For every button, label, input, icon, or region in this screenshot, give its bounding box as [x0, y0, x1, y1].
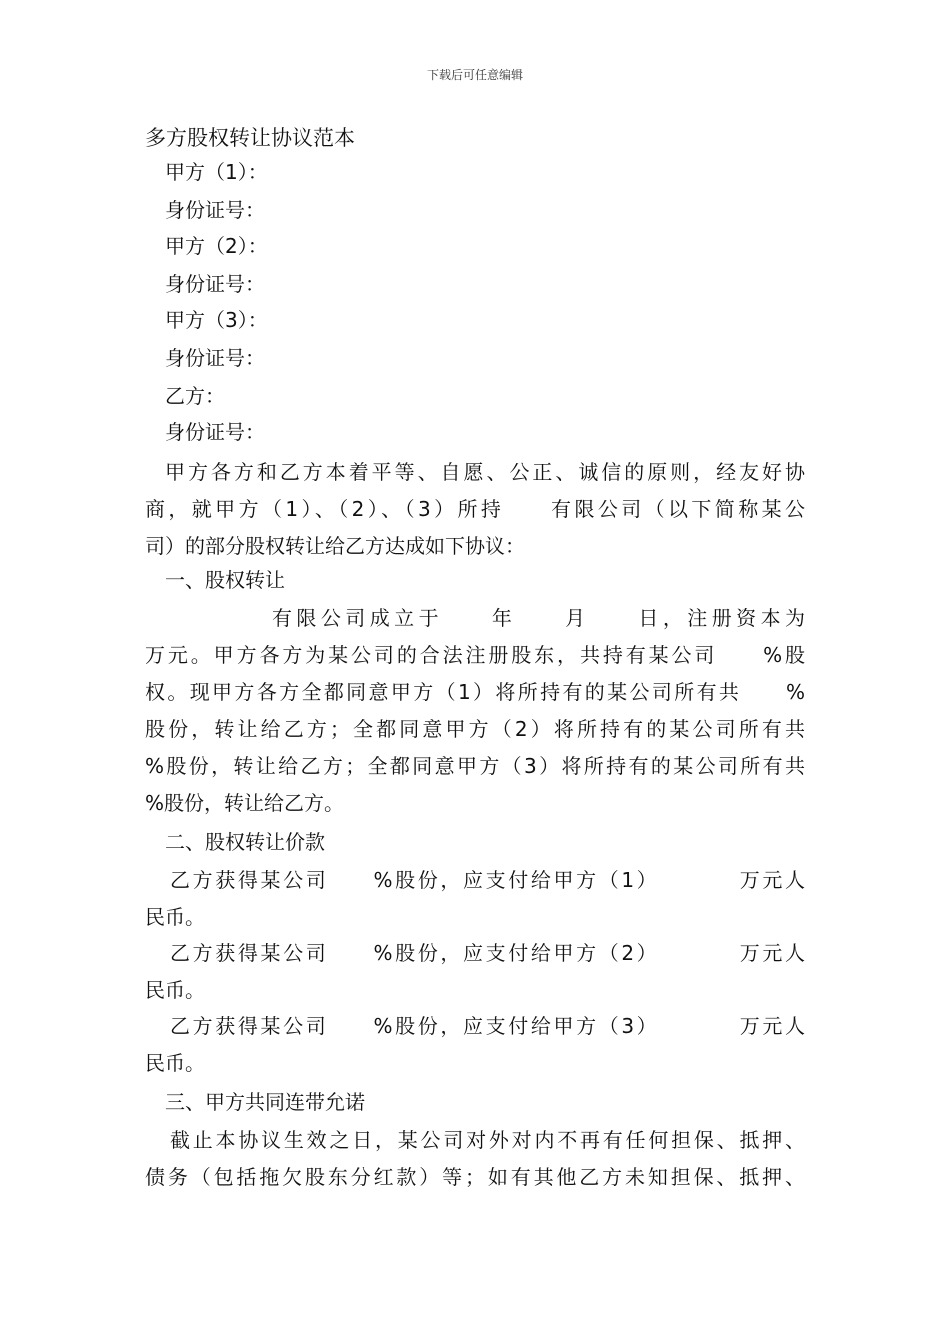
party-b-label: 乙方： [165, 384, 225, 408]
section1-line: %股份，转让给乙方；全都同意甲方（3）将所持有的某公司所有共 [145, 754, 805, 778]
payment-line: 乙方获得某公司 %股份，应支付给甲方（2） 万元人 [170, 941, 805, 965]
party-a3-label: 甲方（3）： [165, 308, 268, 332]
section1-line: 权。现甲方各方全都同意甲方（1）将所持有的某公司所有共 % [145, 680, 805, 704]
party-a3-id-label: 身份证号： [165, 346, 265, 370]
section1-line: 有限公司成立于 年 月 日，注册资本为 [272, 606, 805, 630]
section3-paragraph [145, 1122, 805, 1196]
section3-line: 截止本协议生效之日，某公司对外对内不再有任何担保、抵押、 [170, 1128, 805, 1152]
section2-item [145, 935, 805, 1009]
page-header: 下载后可任意编辑 [426, 68, 523, 82]
document-title: 多方股权转让协议范本 [145, 126, 355, 150]
party-a1-label: 甲方（1）： [165, 160, 268, 184]
payment-line: 乙方获得某公司 %股份，应支付给甲方（3） 万元人 [170, 1014, 805, 1038]
intro-line: 商，就甲方（1）、（2）、（3）所持 有限公司（以下简称某公 [145, 497, 805, 521]
party-a1-id-label: 身份证号： [165, 198, 265, 222]
payment-line: 乙方获得某公司 %股份，应支付给甲方（1） 万元人 [170, 868, 805, 892]
section1-line: 股份，转让给乙方；全都同意甲方（2）将所持有的某公司所有共 [145, 717, 805, 741]
section1-heading: 一、股权转让 [165, 568, 285, 592]
section2-item [145, 862, 805, 936]
payment-line-tail: 民币。 [145, 1051, 205, 1075]
intro-line: 甲方各方和乙方本着平等、自愿、公正、诚信的原则，经友好协 [165, 460, 805, 484]
section1-line: 万元。甲方各方为某公司的合法注册股东，共持有某公司 %股 [145, 643, 805, 667]
party-a2-id-label: 身份证号： [165, 272, 265, 296]
section1-paragraph [145, 600, 805, 822]
intro-line: 司）的部分股权转让给乙方达成如下协议： [145, 534, 525, 558]
section2-heading: 二、股权转让价款 [165, 830, 325, 854]
intro-paragraph [145, 454, 805, 565]
payment-line-tail: 民币。 [145, 905, 205, 929]
section2-item [145, 1008, 805, 1082]
party-b-id-label: 身份证号： [165, 420, 265, 444]
section3-heading: 三、甲方共同连带允诺 [165, 1090, 365, 1114]
party-a2-label: 甲方（2）： [165, 234, 268, 258]
section1-line: %股份，转让给乙方。 [145, 791, 345, 815]
payment-line-tail: 民币。 [145, 978, 205, 1002]
section3-line: 债务（包括拖欠股东分红款）等；如有其他乙方未知担保、抵押、 [145, 1165, 805, 1189]
